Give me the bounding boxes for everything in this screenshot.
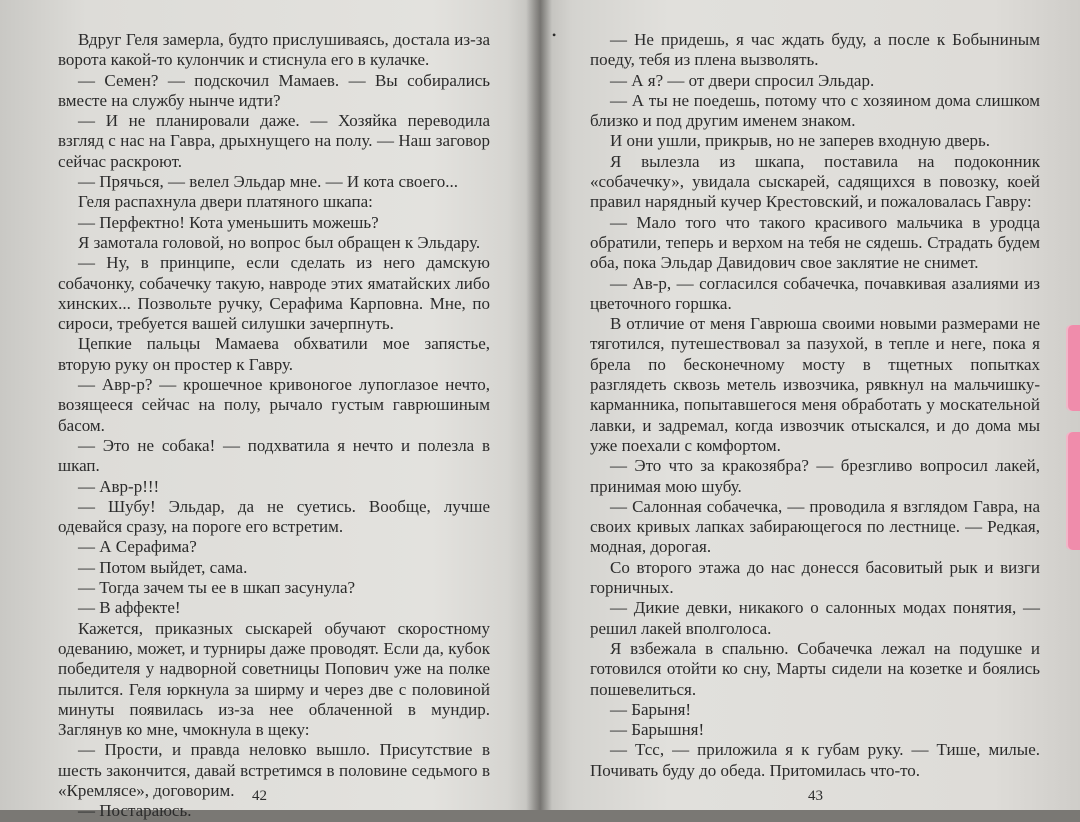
paragraph: — Ну, в принципе, если сделать из него дамскую собачонку, собачечку такую, навроде этих яматайских либо хинских... Позвольте ручку, Серафима Карповна. Мне, по сироси, требуется вашей силушки зачерпнуть. bbox=[58, 253, 490, 334]
page-mark: • bbox=[552, 28, 557, 42]
sticky-note-tab bbox=[1066, 325, 1080, 411]
paragraph: — Барыня! bbox=[610, 699, 692, 719]
left-page-text bbox=[58, 30, 490, 822]
paragraph: — Ав-р, — согласился собачечка, почавкивая азалиями из цветочного горшка. bbox=[590, 273, 1040, 313]
paragraph: В отличие от меня Гаврюша своими новыми размерами не тяготился, путешествовал за пазухой, в тепле и неге, пока я брела по бесконечному мосту в тщетных попытках разглядеть сквозь метель извозчика, рявкнул на мальчишку-карманника, попытавшегося меня обработать у москательной лавки, и задремал, когда извозчик отыскался, и до дома мы уже поехали с комфортом. bbox=[590, 314, 1040, 455]
paragraph: — А Серафима? bbox=[78, 537, 197, 557]
paragraph: — Семен? — подскочил Мамаев. — Вы собирались вместе на службу нынче идти? bbox=[58, 70, 490, 110]
paragraph: Я вылезла из шкапа, поставила на подоконник «собачечку», увидала сыскарей, садящихся в повозку, коей правил нарядный кучер Крестовский, и пожаловалась Гавру: bbox=[590, 151, 1040, 212]
paragraph: — Шубу! Эльдар, да не суетись. Вообще, лучше одевайся сразу, на пороге его встретим. bbox=[58, 496, 490, 537]
paragraph: — В аффекте! bbox=[78, 598, 181, 618]
paragraph: Геля распахнула двери платяного шкапа: bbox=[78, 192, 373, 212]
paragraph: Со второго этажа до нас донесся басовитый рык и визги горничных. bbox=[590, 557, 1040, 598]
right-page-text bbox=[590, 30, 1040, 781]
paragraph: — Это что за кракозябра? — брезгливо вопросил лакей, принимая мою шубу. bbox=[590, 456, 1040, 496]
paragraph: — Мало того что такого красивого мальчика в уродца обратили, теперь и верхом на тебя не сядешь. Страдать будем оба, пока Эльдар Давидович свое заклятие не снимет. bbox=[590, 212, 1040, 273]
paragraph: Кажется, приказных сыскарей обучают скоростному одеванию, может, и турниры даже проводят. Если да, кубок победителя у надворной советницы Попович уже на полке пылится. Геля юркнула за ширму и через две с половиной минуты появилась из-за нее облаченной в мундир. Заглянув ко мне, чмокнула в щеку: bbox=[58, 618, 490, 740]
paragraph: — Тогда зачем ты ее в шкап засунула? bbox=[78, 578, 356, 598]
book-gutter bbox=[526, 0, 552, 810]
paragraph: Я взбежала в спальню. Собачечка лежал на подушке и готовился отойти ко сну, Марты сидели на козетке и боялись пошевелиться. bbox=[590, 638, 1040, 699]
paragraph: — Дикие девки, никакого о салонных модах понятия, — решил лакей вполголоса. bbox=[590, 598, 1040, 638]
paragraph: — Барышня! bbox=[610, 720, 705, 740]
paragraph: Цепкие пальцы Мамаева обхватили мое запястье, вторую руку он простер к Гавру. bbox=[58, 334, 490, 374]
left-page-number: 42 bbox=[252, 788, 267, 804]
paragraph: — Тсс, — приложила я к губам руку. — Тише, милые. Почивать буду до обеда. Притомилась что-то. bbox=[590, 740, 1040, 780]
paragraph: — Постараюсь. bbox=[78, 801, 192, 821]
paragraph: — А я? — от двери спросил Эльдар. bbox=[610, 70, 875, 90]
paragraph: Я замотала головой, но вопрос был обращен к Эльдару. bbox=[78, 232, 481, 252]
sticky-note-tab bbox=[1066, 432, 1080, 550]
paragraph: Вдруг Геля замерла, будто прислушиваясь, достала из-за ворота какой-то кулончик и стиснула его в кулачке. bbox=[58, 30, 490, 70]
paragraph: — Авр-р? — крошечное кривоногое лупоглазое нечто, возящееся сейчас на полу, рычало густым гаврюшиным басом. bbox=[58, 375, 490, 435]
paragraph: — Перфектно! Кота уменьшить можешь? bbox=[78, 212, 379, 232]
paragraph: — Авр-р!!! bbox=[78, 476, 160, 496]
paragraph: — Это не собака! — подхватила я нечто и полезла в шкап. bbox=[58, 435, 490, 476]
paragraph: — Прячься, — велел Эльдар мне. — И кота своего... bbox=[78, 172, 458, 192]
paragraph: — И не планировали даже. — Хозяйка переводила взгляд с нас на Гавра, дрыхнущего на полу. — Наш заговор сейчас раскроют. bbox=[58, 111, 490, 171]
paragraph: — Потом выйдет, сама. bbox=[78, 557, 248, 577]
paragraph: — Не придешь, я час ждать буду, а после к Бобыниным поеду, тебя из плена вызволять. bbox=[590, 30, 1040, 70]
paragraph: — Салонная собачечка, — проводила я взглядом Гавра, на своих кривых лапках забирающегося по лестнице. — Редкая, модная, дорогая. bbox=[590, 496, 1040, 557]
paragraph: И они ушли, прикрыв, но не заперев входную дверь. bbox=[610, 131, 991, 151]
right-page-number: 43 bbox=[808, 788, 823, 804]
paragraph: — Прости, и правда неловко вышло. Присутствие в шесть закончится, давай встретимся в половине седьмого в «Кремлясе», договорим. bbox=[58, 740, 490, 800]
paragraph: — А ты не поедешь, потому что с хозяином дома слишком близко и под другим именем знаком. bbox=[590, 90, 1040, 131]
